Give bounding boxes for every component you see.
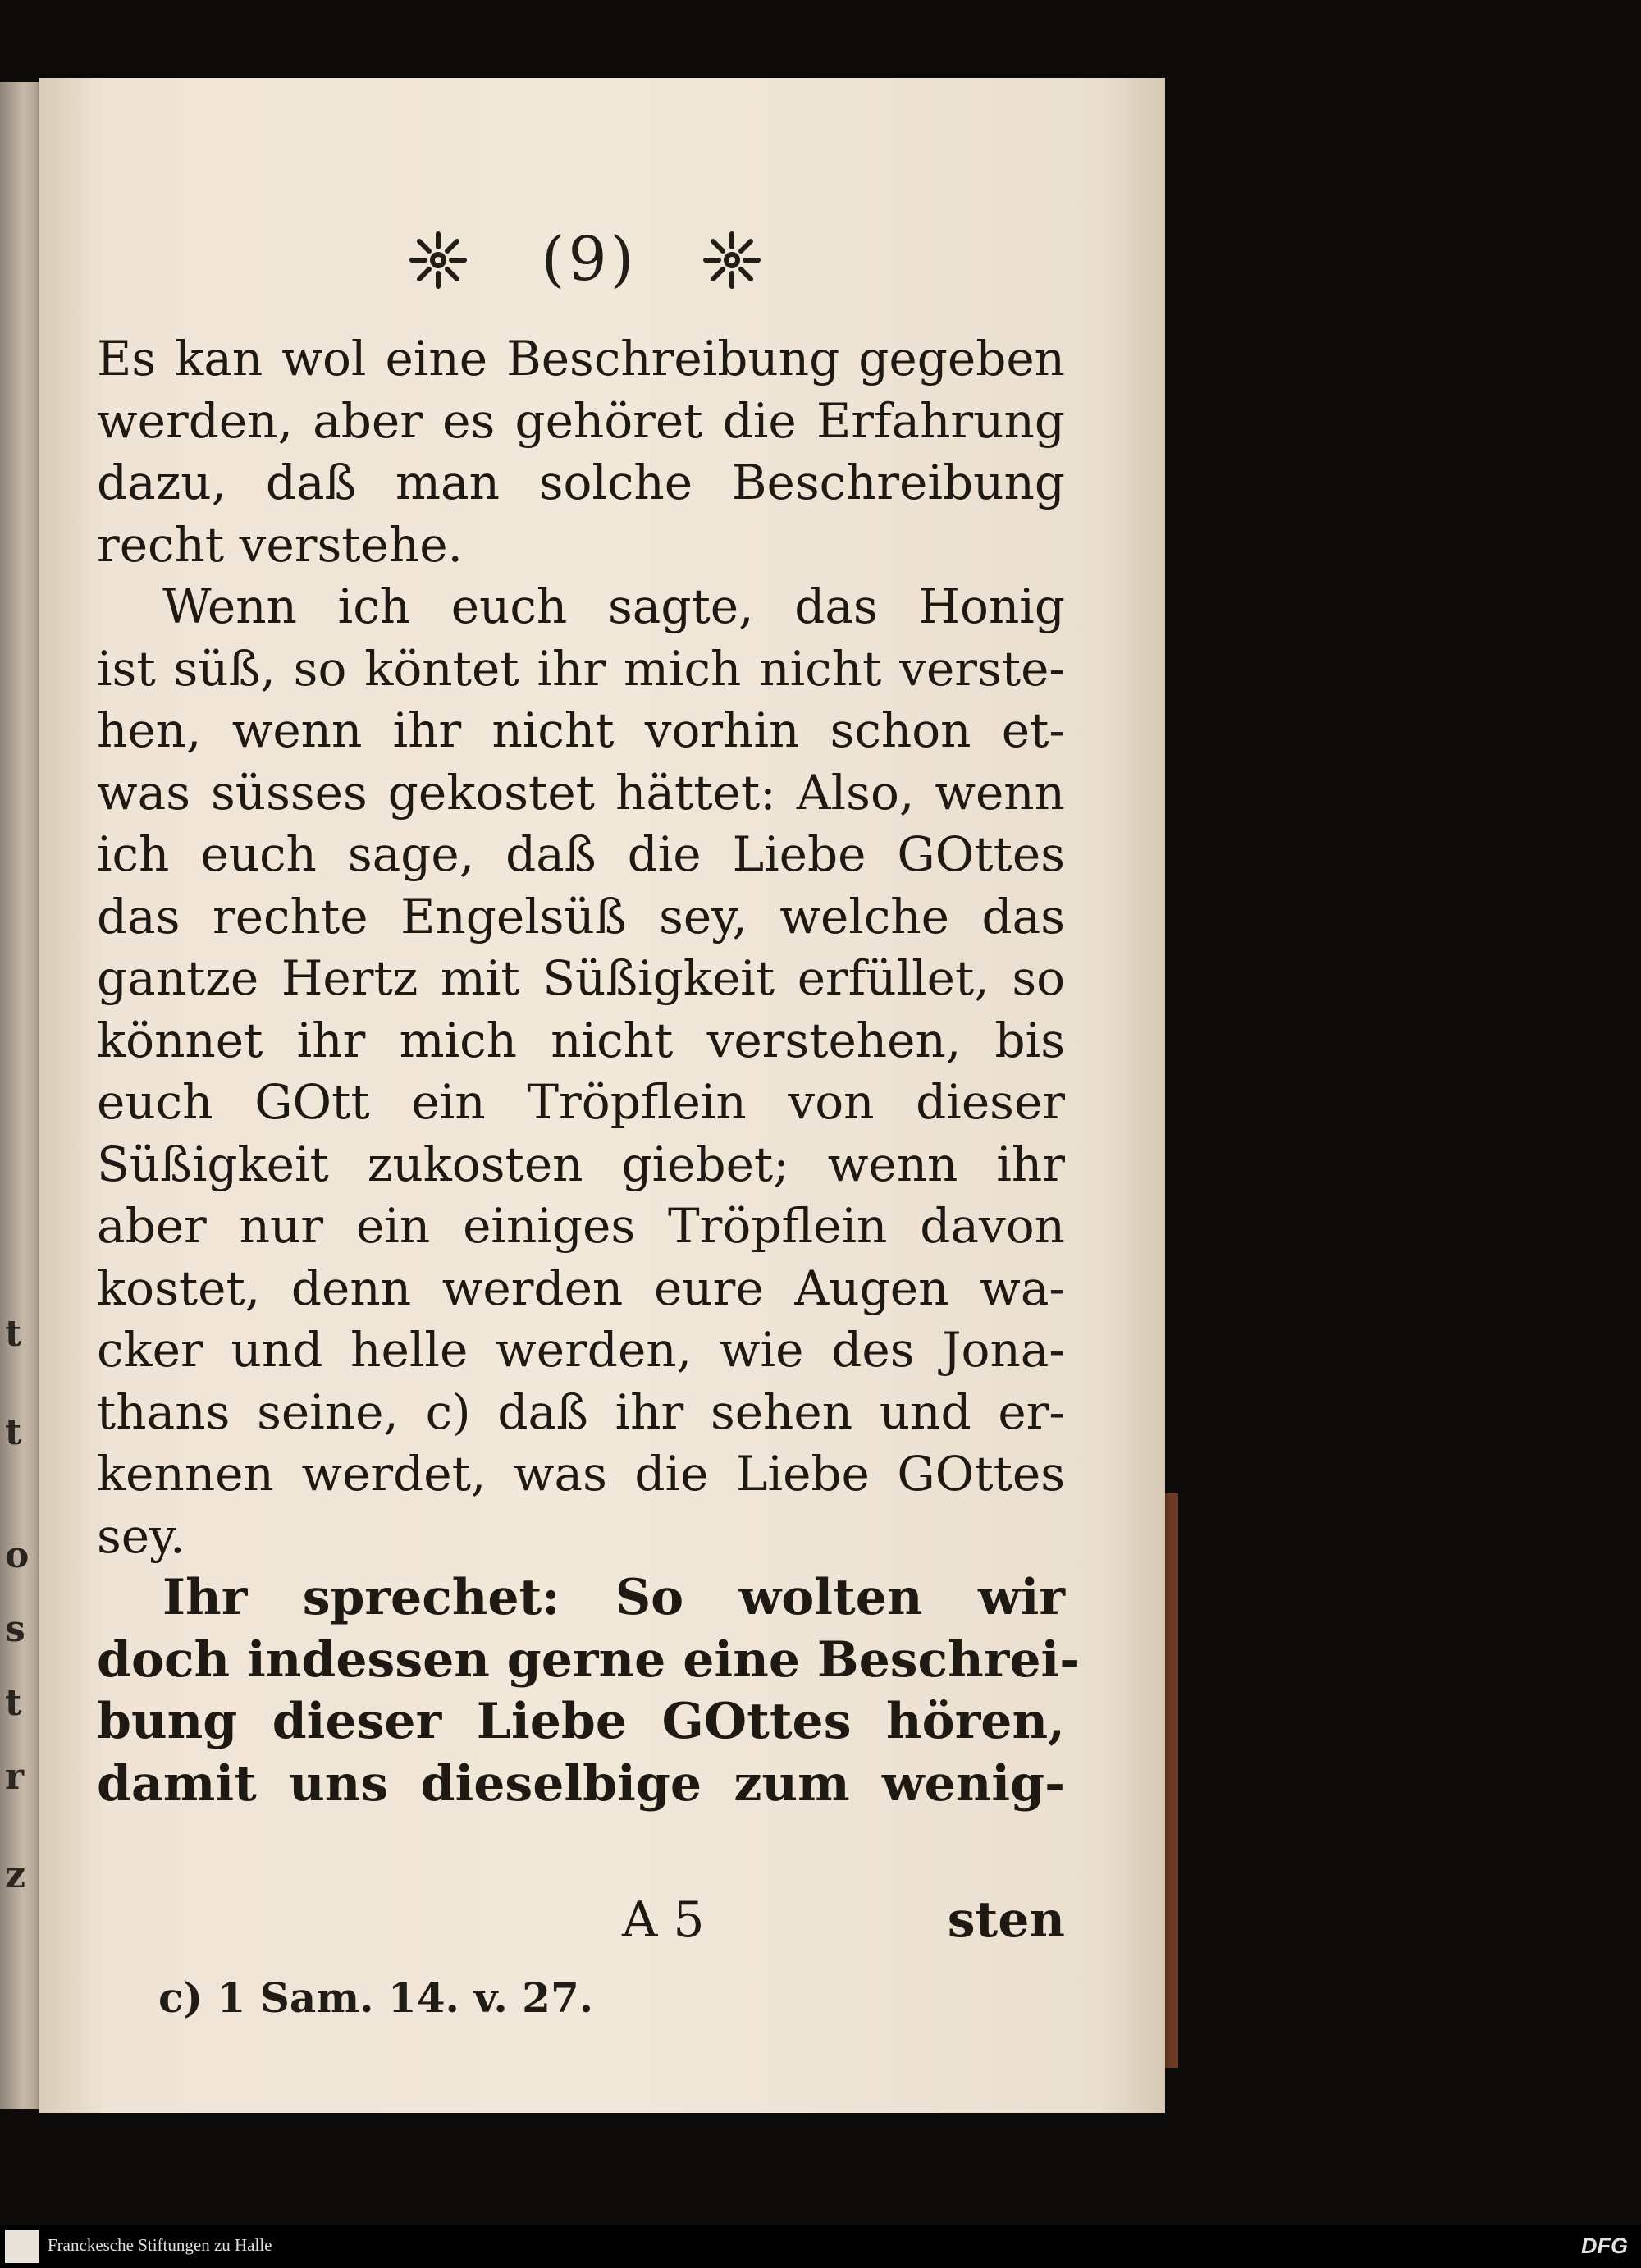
ornament-icon — [409, 231, 468, 290]
facing-page-fragment: s — [5, 1608, 25, 1650]
text-line: cker und helle werden, wie des Jona- — [97, 1322, 1065, 1378]
text-line: euch GOtt ein Tröpflein von dieser — [97, 1074, 1065, 1130]
book-page — [39, 78, 1165, 2113]
text-line: könnet ihr mich nicht verstehen, bis — [97, 1012, 1065, 1068]
text-line: bung dieser Liebe GOttes hören, — [97, 1693, 1065, 1750]
page-number: (9) — [541, 224, 638, 295]
text-line: dazu, daß man solche Beschreibung — [97, 455, 1065, 510]
text-line: das rechte Engelsüß sey, welche das — [97, 888, 1065, 944]
text-line: Süßigkeit zukosten giebet; wenn ihr — [97, 1136, 1065, 1192]
dfg-logo: DFG — [1581, 2234, 1628, 2258]
text-line: doch indessen gerne eine Beschrei- — [97, 1630, 1081, 1689]
catchword: sten — [947, 1891, 1065, 1949]
footnote: c) 1 Sam. 14. v. 27. — [158, 1973, 594, 2022]
signature-mark: A 5 — [622, 1891, 705, 1949]
text-line: thans seine, c) daß ihr sehen und er- — [97, 1383, 1065, 1440]
page-header — [39, 224, 1165, 298]
text-line: aber nur ein einiges Tröpflein davon — [97, 1198, 1065, 1254]
text-line: gantze Hertz mit Süßigkeit erfüllet, so — [97, 950, 1065, 1006]
text-line: ist süß, so köntet ihr mich nicht verste- — [97, 640, 1065, 697]
facing-page-fragment: o — [5, 1534, 30, 1576]
body-text — [97, 328, 1081, 1815]
text-line: hen, wenn ihr nicht vorhin schon et- — [97, 702, 1065, 758]
facing-page-fragment: t — [5, 1313, 22, 1355]
institution-logo-icon — [5, 2230, 39, 2263]
text-line: damit uns dieselbige zum wenig- — [97, 1754, 1065, 1813]
facing-page-edge — [0, 82, 42, 2109]
facing-page-fragment: t — [5, 1682, 22, 1724]
text-line: kostet, denn werden eure Augen wa- — [97, 1260, 1065, 1316]
text-line: was süsses gekostet hättet: Also, wenn — [97, 764, 1065, 821]
text-line: Ihr sprechet: So wolten wir — [162, 1569, 1065, 1626]
text-line: Wenn ich euch sagte, das Honig — [162, 578, 1065, 634]
text-line: recht verstehe. — [97, 516, 463, 573]
facing-page-fragment: r — [5, 1756, 25, 1798]
footer-bar — [0, 2225, 1641, 2268]
facing-page-fragment: t — [5, 1411, 22, 1453]
institution-name: Franckesche Stiftungen zu Halle — [48, 2235, 272, 2255]
page-edge-shadow — [1163, 1493, 1178, 2068]
text-line: Es kan wol eine Beschreibung gegeben — [97, 331, 1065, 386]
text-line: ich euch sage, daß die Liebe GOttes — [97, 826, 1065, 882]
ornament-icon — [702, 231, 761, 290]
text-line: kennen werdet, was die Liebe GOttes — [97, 1446, 1065, 1502]
text-line: sey. — [97, 1507, 185, 1564]
facing-page-fragment: z — [5, 1854, 25, 1896]
signature-line — [548, 1887, 1065, 1953]
text-line: werden, aber es gehöret die Erfahrung — [97, 392, 1065, 449]
